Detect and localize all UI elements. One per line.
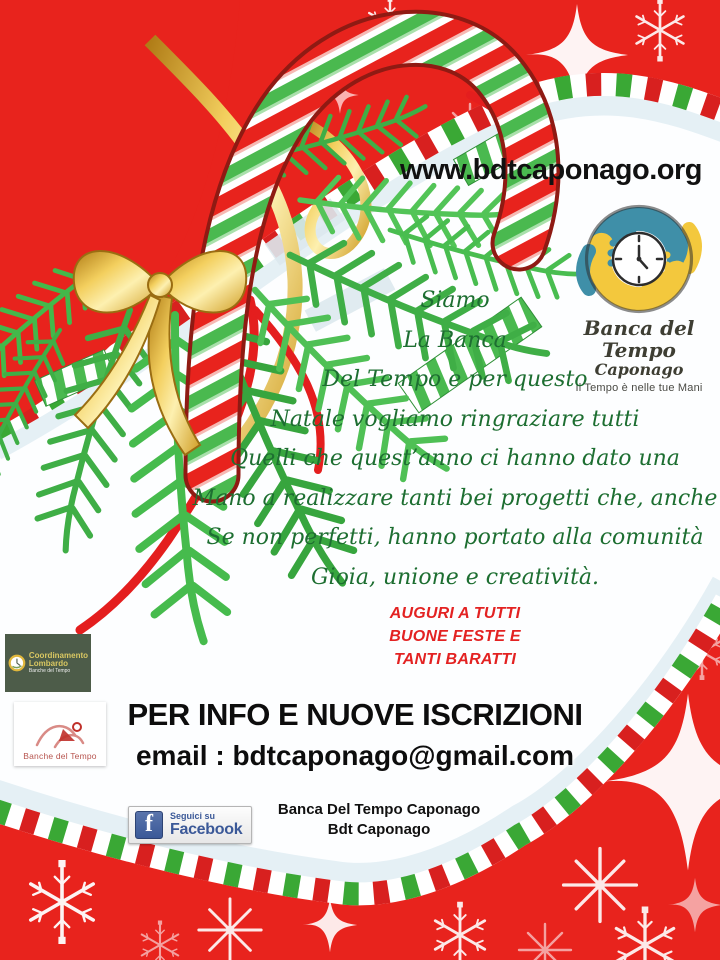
facebook-name-label: Facebook	[170, 821, 243, 838]
logo-subtitle: Caponago	[594, 360, 684, 379]
greeting-line: Quelli che quest’anno ci hanno dato una	[230, 446, 680, 471]
banche-del-tempo-logo	[14, 702, 106, 766]
greeting-line: Natale vogliamo ringraziare tutti	[270, 406, 640, 432]
wish-line: TANTI BARATTI	[394, 651, 516, 668]
banche-del-tempo-icon	[25, 715, 95, 751]
logo-title: Banca del Tempo	[583, 316, 695, 362]
coordinamento-lombardo-logo	[5, 634, 91, 692]
wishes-block	[305, 602, 605, 671]
footer-short-name: Bdt Caponago	[327, 821, 431, 838]
footer-org-name: Banca Del Tempo Caponago	[277, 801, 481, 818]
greeting-line: Gioia, unione e creatività.	[310, 564, 600, 590]
facebook-f-icon: f	[135, 811, 163, 839]
coordinamento-clock-icon	[8, 647, 26, 679]
logo-tagline: Il Tempo è nelle tue Mani	[575, 382, 703, 394]
facebook-follow-button[interactable]	[128, 806, 252, 844]
facebook-prefix-label: Seguici su	[170, 811, 216, 821]
greeting-line: Siamo	[420, 288, 490, 313]
footer-names	[255, 800, 503, 840]
wish-line: BUONE FESTE E	[389, 628, 521, 645]
greeting-message	[150, 281, 720, 597]
greeting-line: Del Tempo e per questo	[322, 367, 588, 392]
coordinamento-sublabel: Banche del Tempo	[28, 668, 71, 674]
email-address: email : bdtcaponago@gmail.com	[135, 740, 575, 771]
info-heading: PER INFO E NUOVE ISCRIZIONI	[127, 697, 583, 732]
greeting-line: La Banca	[403, 327, 507, 353]
coordinamento-label-1: Coordinamento	[28, 651, 88, 660]
coordinamento-label-2: Lombardo	[28, 659, 68, 668]
website-url: www.bdtcaponago.org	[400, 154, 702, 186]
greeting-line: Se non perfetti, hanno portato alla comunità	[206, 525, 704, 550]
wish-line: AUGURI A TUTTI	[389, 605, 521, 622]
greeting-line: Mano a realizzare tanti bei progetti che, anche	[192, 485, 718, 511]
banche-label: Banche del Tempo	[23, 751, 97, 761]
